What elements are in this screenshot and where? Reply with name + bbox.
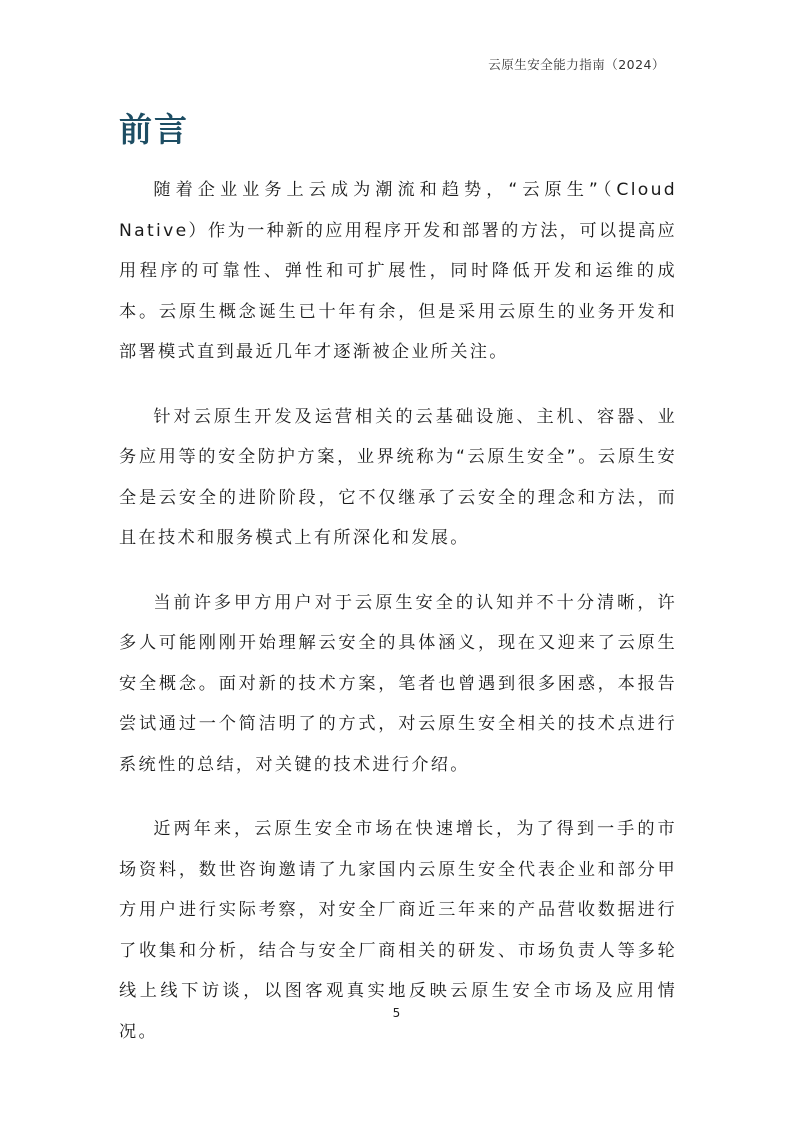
paragraph-4: 近两年来，云原生安全市场在快速增长，为了得到一手的市场资料，数世咨询邀请了九家国内云原生安全代表企业和部分甲方用户进行实际考察，对安全厂商近三年来的产品营收数据进行了收集和分析，结合与安全厂商相关的研发、市场负责人等多轮线上线下访谈，以图客观真实地反映云原生安全市场及应用情况。 (119, 819, 677, 1042)
body-text (119, 170, 677, 1076)
page-number: 5 (392, 1006, 401, 1020)
paragraph-1: 随着企业业务上云成为潮流和趋势，“云原生”（Cloud Native）作为一种新的应用程序开发和部署的方法，可以提高应用程序的可靠性、弹性和可扩展性，同时降低开发和运维的成本。云原生概念诞生已十年有余，但是采用云原生的业务开发和部署模式直到最近几年才逐渐被企业所关注。 (119, 180, 677, 362)
page-title: 前言 (119, 110, 189, 149)
paragraph-3: 当前许多甲方用户对于云原生安全的认知并不十分清晰，许多人可能刚刚开始理解云安全的具体涵义，现在又迎来了云原生安全概念。面对新的技术方案，笔者也曾遇到很多困惑，本报告尝试通过一个简洁明了的方式，对云原生安全相关的技术点进行系统性的总结，对关键的技术进行介绍。 (119, 592, 677, 775)
paragraph-2: 针对云原生开发及运营相关的云基础设施、主机、容器、业务应用等的安全防护方案，业界统称为“云原生安全”。云原生安全是云安全的进阶阶段，它不仅继承了云安全的理念和方法，而且在技术和服务模式上有所深化和发展。 (119, 406, 677, 548)
running-header: 云原生安全能力指南（2024） (488, 57, 665, 72)
